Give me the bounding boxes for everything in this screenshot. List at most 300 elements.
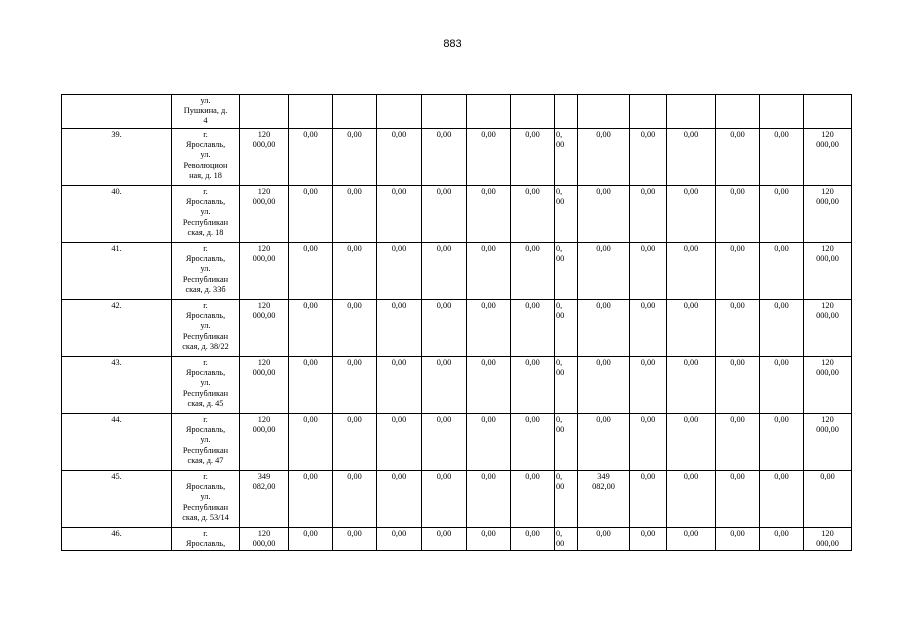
cell-total	[240, 129, 289, 186]
cell-value-narrow-line: 00	[556, 197, 565, 207]
cell-value-last-line: 120	[821, 130, 834, 139]
cell-value	[667, 471, 716, 528]
cell-address-line: ская, д. 53/14	[182, 512, 229, 522]
cell-address	[172, 528, 240, 551]
cell-value-narrow	[555, 414, 578, 471]
cell-num	[62, 300, 172, 357]
cell-value-line: 0,00	[640, 472, 656, 481]
cell-value-line: 349	[597, 472, 610, 481]
cell-address	[172, 95, 240, 129]
cell-empty	[240, 95, 289, 129]
cell-value-line: 0,00	[683, 130, 699, 139]
cell-value-line: 0,00	[481, 130, 496, 139]
cell-total-line: 120	[257, 244, 271, 253]
cell-total	[240, 243, 289, 300]
cell-value-narrow-line: 0,	[556, 244, 563, 253]
cell-value-line: 0,00	[347, 301, 362, 310]
cell-value-line: 0,00	[391, 415, 407, 424]
cell-total	[240, 186, 289, 243]
cell-value	[333, 186, 377, 243]
cell-value-last-line: 120	[821, 187, 834, 196]
cell-address-line: Ярославль,	[185, 254, 226, 264]
cell-value-line: 0,00	[683, 472, 699, 481]
cell-value	[467, 528, 511, 551]
cell-value-line: 0,00	[391, 130, 407, 139]
cell-value-line: 0,00	[391, 244, 407, 253]
cell-value	[467, 129, 511, 186]
cell-value-line: 0,00	[481, 244, 496, 253]
cell-address-line: г.	[203, 301, 208, 310]
cell-value-last	[804, 243, 852, 300]
cell-value-last-line: 120	[821, 301, 834, 310]
cell-value	[289, 186, 333, 243]
cell-value	[760, 414, 804, 471]
cell-value	[578, 471, 630, 528]
cell-value	[422, 186, 467, 243]
cell-value	[716, 129, 760, 186]
cell-value-line: 0,00	[347, 244, 362, 253]
cell-total-line: 000,00	[252, 197, 276, 207]
cell-value	[333, 243, 377, 300]
cell-value	[467, 471, 511, 528]
cell-value-narrow-line: 0,	[556, 358, 563, 367]
cell-value-last-line: 000,00	[816, 368, 839, 378]
cell-empty	[804, 95, 852, 129]
cell-value	[667, 528, 716, 551]
cell-value-line: 0,00	[683, 529, 699, 538]
cell-value	[578, 357, 630, 414]
cell-value-last-line: 120	[821, 415, 834, 424]
cell-value-line: 0,00	[525, 358, 540, 367]
cell-value-line: 0,00	[436, 301, 452, 310]
cell-value	[422, 414, 467, 471]
cell-value	[578, 129, 630, 186]
cell-value-line: 0,00	[640, 187, 656, 196]
cell-value-line: 0,00	[436, 472, 452, 481]
cell-address-line: ул.	[200, 378, 211, 388]
cell-value-line: 0,00	[730, 472, 745, 481]
cell-value	[630, 357, 667, 414]
cell-address	[172, 357, 240, 414]
cell-empty	[555, 95, 578, 129]
cell-num-line: 46.	[111, 529, 122, 538]
cell-value	[422, 471, 467, 528]
cell-empty	[467, 95, 511, 129]
cell-address-line: Республикан	[182, 217, 229, 227]
cell-address-line: ская, д. 47	[187, 455, 224, 465]
cell-value-line: 0,00	[640, 358, 656, 367]
cell-value-line: 0,00	[481, 301, 496, 310]
cell-value	[760, 357, 804, 414]
cell-address-line: г.	[203, 415, 208, 424]
cell-value	[760, 186, 804, 243]
cell-value	[630, 528, 667, 551]
cell-value-line: 0,00	[683, 244, 699, 253]
cell-value-line: 0,00	[683, 415, 699, 424]
cell-value	[377, 300, 422, 357]
cell-total-line: 000,00	[252, 140, 276, 150]
cell-address-line: Ярославль,	[185, 140, 226, 150]
cell-value	[511, 528, 555, 551]
cell-value	[467, 414, 511, 471]
cell-address-line: Ярославль,	[185, 539, 226, 549]
cell-value	[760, 471, 804, 528]
cell-value-narrow-line: 00	[556, 425, 565, 435]
cell-value	[716, 300, 760, 357]
cell-value	[422, 357, 467, 414]
cell-value-line: 0,00	[730, 529, 745, 538]
cell-value	[377, 414, 422, 471]
cell-value-line: 0,00	[640, 301, 656, 310]
cell-value-last	[804, 357, 852, 414]
cell-value-line: 0,00	[596, 244, 611, 253]
cell-value	[377, 528, 422, 551]
cell-value	[422, 243, 467, 300]
cell-value	[760, 129, 804, 186]
cell-address-line: Республикан	[182, 445, 229, 455]
cell-value-line: 0,00	[436, 130, 452, 139]
cell-empty	[422, 95, 467, 129]
cell-value	[760, 300, 804, 357]
cell-value-narrow	[555, 300, 578, 357]
cell-value-narrow-line: 0,	[556, 472, 563, 481]
cell-value-line: 0,00	[596, 187, 611, 196]
cell-value-line: 0,00	[481, 415, 496, 424]
cell-num-line: 39.	[111, 130, 122, 139]
cell-value	[511, 243, 555, 300]
cell-empty	[511, 95, 555, 129]
cell-value-line: 0,00	[481, 529, 496, 538]
cell-value	[578, 528, 630, 551]
cell-value	[760, 243, 804, 300]
cell-empty	[377, 95, 422, 129]
cell-value-line: 0,00	[596, 415, 611, 424]
cell-value	[377, 129, 422, 186]
cell-value-line: 0,00	[774, 472, 789, 481]
cell-num	[62, 243, 172, 300]
cell-value	[511, 129, 555, 186]
cell-value	[333, 528, 377, 551]
cell-value-line: 0,00	[730, 130, 745, 139]
cell-value-line: 0,00	[640, 244, 656, 253]
table-row	[62, 129, 852, 186]
cell-value-last-line: 000,00	[816, 197, 839, 207]
cell-value	[377, 186, 422, 243]
cell-address	[172, 300, 240, 357]
cell-address-line: ская, д. 45	[187, 398, 224, 408]
cell-num-line: 41.	[111, 244, 122, 253]
cell-value-line: 0,00	[391, 358, 407, 367]
cell-value-line: 0,00	[525, 187, 540, 196]
cell-value-narrow-line: 00	[556, 140, 565, 150]
cell-address-line: ская, д. 33б	[185, 284, 226, 294]
cell-value	[511, 471, 555, 528]
cell-value-line: 0,00	[640, 529, 656, 538]
address-line: 4	[203, 116, 208, 126]
cell-value	[760, 528, 804, 551]
cell-value-last	[804, 186, 852, 243]
cell-value-last	[804, 471, 852, 528]
cell-address-line: ул.	[200, 435, 211, 445]
cell-total-line: 120	[257, 358, 271, 367]
cell-value-last	[804, 129, 852, 186]
cell-num-line: 43.	[111, 358, 122, 367]
cell-value-line: 0,00	[525, 529, 540, 538]
cell-value-line: 0,00	[347, 415, 362, 424]
cell-total-line: 120	[257, 130, 271, 139]
cell-total-line: 120	[257, 415, 271, 424]
cell-address-line: г.	[203, 472, 208, 481]
cell-value-line: 0,00	[436, 187, 452, 196]
cell-address-line: Ярославль,	[185, 482, 226, 492]
cell-address-line: ул.	[200, 321, 211, 331]
cell-value	[630, 186, 667, 243]
table-row	[62, 414, 852, 471]
cell-value-narrow-line: 0,	[556, 130, 563, 139]
cell-value-line: 0,00	[391, 301, 407, 310]
cell-value-line: 0,00	[303, 187, 318, 196]
cell-value	[716, 414, 760, 471]
cell-value-narrow-line: 0,	[556, 187, 563, 196]
cell-value	[422, 528, 467, 551]
cell-value-line: 0,00	[683, 301, 699, 310]
cell-value-line: 0,00	[596, 529, 611, 538]
cell-address	[172, 186, 240, 243]
cell-address-line: Ярославль,	[185, 368, 226, 378]
cell-value	[377, 243, 422, 300]
cell-total	[240, 528, 289, 551]
cell-address-line: Ярославль,	[185, 197, 226, 207]
cell-empty	[289, 95, 333, 129]
cell-value-line: 0,00	[525, 244, 540, 253]
cell-address-line: г.	[203, 187, 208, 196]
cell-value	[578, 414, 630, 471]
cell-value	[422, 300, 467, 357]
cell-value-line: 0,00	[774, 187, 789, 196]
cell-total-line: 000,00	[252, 425, 276, 435]
cell-value	[667, 357, 716, 414]
cell-value	[716, 357, 760, 414]
cell-empty	[760, 95, 804, 129]
cell-address-line: ская, д. 18	[187, 227, 224, 237]
table-row	[62, 186, 852, 243]
cell-value-line: 0,00	[303, 415, 318, 424]
table-row	[62, 243, 852, 300]
cell-value-narrow	[555, 243, 578, 300]
cell-value-line: 0,00	[730, 415, 745, 424]
cell-address-line: ул.	[200, 492, 211, 502]
cell-value-line: 0,00	[683, 187, 699, 196]
cell-value	[511, 414, 555, 471]
cell-value	[333, 129, 377, 186]
cell-value-last-line: 000,00	[816, 311, 839, 321]
cell-value-narrow-line: 00	[556, 482, 565, 492]
cell-value-last-line: 000,00	[816, 254, 839, 264]
cell-value	[630, 300, 667, 357]
table-row	[62, 357, 852, 414]
cell-value	[578, 300, 630, 357]
cell-value-narrow-line: 0,	[556, 529, 563, 538]
cell-address	[172, 471, 240, 528]
cell-value-last-line: 0,00	[820, 472, 835, 481]
cell-value	[377, 357, 422, 414]
cell-value	[511, 186, 555, 243]
cell-value-last-line: 000,00	[816, 140, 839, 150]
cell-value	[289, 300, 333, 357]
cell-value-line: 082,00	[592, 482, 615, 492]
cell-value-narrow-line: 00	[556, 254, 565, 264]
cell-value	[667, 300, 716, 357]
cell-value-narrow-line: 00	[556, 539, 565, 549]
cell-value	[467, 186, 511, 243]
cell-value	[578, 243, 630, 300]
cell-value	[716, 243, 760, 300]
cell-value	[630, 243, 667, 300]
cell-value	[333, 357, 377, 414]
cell-value	[578, 186, 630, 243]
cell-num	[62, 357, 172, 414]
cell-value	[511, 300, 555, 357]
cell-value-narrow	[555, 357, 578, 414]
cell-value-line: 0,00	[303, 301, 318, 310]
cell-value-last-line: 120	[821, 244, 834, 253]
cell-value-narrow-line: 00	[556, 311, 565, 321]
cell-address	[172, 243, 240, 300]
cell-value	[467, 300, 511, 357]
cell-num	[62, 414, 172, 471]
cell-value-narrow-line: 0,	[556, 415, 563, 424]
cell-address-line: Революцион	[183, 160, 228, 170]
cell-value-line: 0,00	[525, 472, 540, 481]
cell-value-line: 0,00	[347, 529, 362, 538]
cell-value-last-line: 000,00	[816, 539, 839, 549]
cell-value	[333, 414, 377, 471]
cell-total-line: 120	[257, 187, 271, 196]
cell-total-line: 082,00	[252, 482, 276, 492]
cell-value	[333, 471, 377, 528]
cell-value-narrow-line: 0,	[556, 301, 563, 310]
address-line: Пушкина, д.	[183, 106, 228, 116]
cell-address-line: г.	[203, 130, 208, 139]
cell-address-line: ул.	[200, 207, 211, 217]
table-row-continuation	[62, 95, 852, 129]
cell-value-last	[804, 414, 852, 471]
cell-value-line: 0,00	[481, 358, 496, 367]
cell-value-narrow-line: 00	[556, 368, 565, 378]
table-row	[62, 471, 852, 528]
cell-value-line: 0,00	[347, 358, 362, 367]
cell-value	[289, 357, 333, 414]
cell-value-line: 0,00	[481, 187, 496, 196]
page-number: 883	[443, 38, 462, 50]
cell-value-last-line: 120	[821, 358, 834, 367]
table-body	[62, 95, 852, 551]
cell-value-narrow	[555, 471, 578, 528]
cell-address-line: Республикан	[182, 502, 229, 512]
cell-value-line: 0,00	[774, 415, 789, 424]
cell-total	[240, 357, 289, 414]
cell-address-line: Республикан	[182, 331, 229, 341]
cell-total-line: 349	[257, 472, 271, 481]
cell-total-line: 000,00	[252, 311, 276, 321]
cell-value	[289, 129, 333, 186]
cell-value-line: 0,00	[774, 244, 789, 253]
cell-address-line: Республикан	[182, 274, 229, 284]
cell-value-line: 0,00	[774, 301, 789, 310]
cell-address-line: ная, д. 18	[189, 170, 222, 180]
cell-value-line: 0,00	[303, 472, 318, 481]
cell-value-line: 0,00	[347, 472, 362, 481]
cell-value-line: 0,00	[640, 130, 656, 139]
cell-value-narrow	[555, 186, 578, 243]
cell-value	[716, 471, 760, 528]
cell-address-line: Ярославль,	[185, 425, 226, 435]
cell-value-line: 0,00	[683, 358, 699, 367]
cell-value-last-line: 000,00	[816, 425, 839, 435]
cell-value-line: 0,00	[347, 130, 362, 139]
cell-value-line: 0,00	[436, 358, 452, 367]
cell-empty	[578, 95, 630, 129]
cell-address-line: ул.	[200, 150, 211, 160]
table-row	[62, 528, 852, 551]
cell-total-line: 120	[257, 529, 271, 538]
cell-value	[422, 129, 467, 186]
cell-address-line: г.	[203, 244, 208, 253]
cell-value-line: 0,00	[730, 301, 745, 310]
cell-value-last	[804, 528, 852, 551]
cell-value-line: 0,00	[303, 358, 318, 367]
cell-value-line: 0,00	[436, 244, 452, 253]
table-row	[62, 300, 852, 357]
cell-total	[240, 300, 289, 357]
cell-value	[630, 471, 667, 528]
cell-value	[667, 129, 716, 186]
cell-value-line: 0,00	[303, 529, 318, 538]
cell-total-line: 000,00	[252, 254, 276, 264]
cell-value	[289, 243, 333, 300]
cell-value-line: 0,00	[391, 529, 407, 538]
cell-empty	[630, 95, 667, 129]
cell-value-line: 0,00	[730, 358, 745, 367]
cell-value-line: 0,00	[596, 130, 611, 139]
cell-value	[289, 414, 333, 471]
cell-value-line: 0,00	[525, 301, 540, 310]
cell-value-line: 0,00	[730, 244, 745, 253]
cell-num	[62, 129, 172, 186]
cell-address	[172, 414, 240, 471]
cell-num-line: 40.	[111, 187, 122, 196]
cell-value-line: 0,00	[774, 358, 789, 367]
cell-address-line: г.	[203, 529, 208, 538]
cell-num-line: 42.	[111, 301, 122, 310]
cell-value-last-line: 120	[821, 529, 834, 538]
cell-value	[511, 357, 555, 414]
cell-value	[630, 414, 667, 471]
cell-value-line: 0,00	[303, 244, 318, 253]
cell-value	[377, 471, 422, 528]
cell-value-line: 0,00	[525, 130, 540, 139]
cell-value	[667, 186, 716, 243]
cell-empty	[667, 95, 716, 129]
data-table	[61, 94, 852, 551]
cell-num	[62, 95, 172, 129]
cell-address-line: ул.	[200, 264, 211, 274]
cell-value-line: 0,00	[596, 301, 611, 310]
cell-num	[62, 528, 172, 551]
cell-value	[467, 243, 511, 300]
cell-value-line: 0,00	[774, 130, 789, 139]
cell-value-line: 0,00	[774, 529, 789, 538]
